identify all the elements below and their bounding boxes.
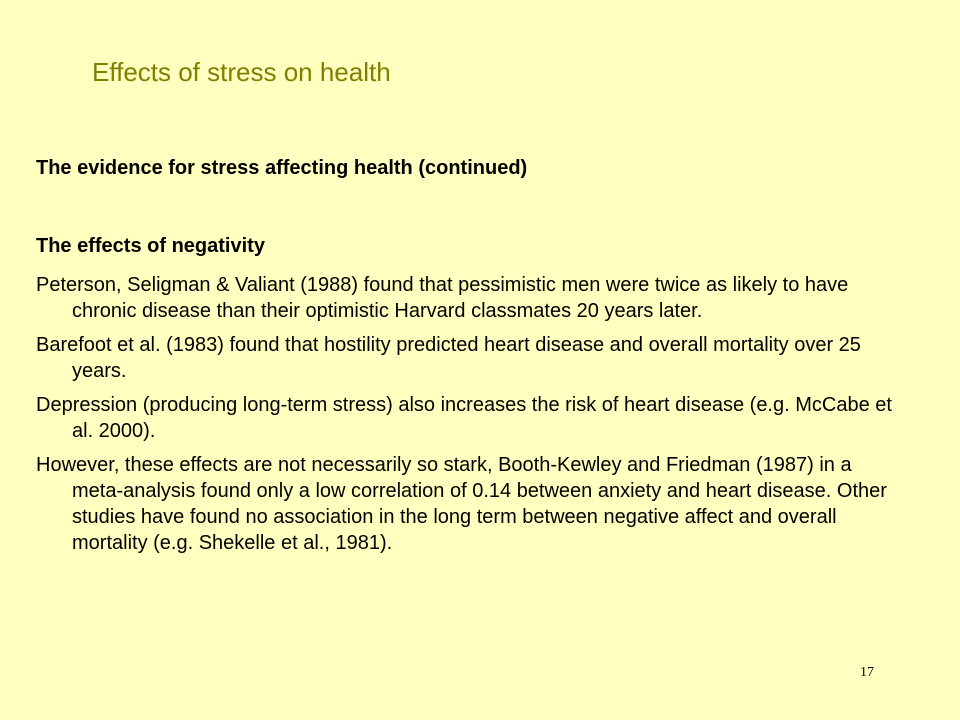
body-paragraphs: [36, 272, 896, 564]
slide-title: Effects of stress on health: [92, 57, 391, 87]
paragraph-barefoot: Barefoot et al. (1983) found that hostility predicted heart disease and overall mortality over 25 years.: [36, 334, 861, 382]
evidence-heading: The evidence for stress affecting health (continued): [36, 157, 528, 179]
paragraph-depression: Depression (producing long-term stress) also increases the risk of heart disease (e.g. McCabe et al. 2000).: [36, 394, 892, 442]
negativity-heading: The effects of negativity: [36, 235, 265, 257]
paragraph-peterson: Peterson, Seligman & Valiant (1988) found that pessimistic men were twice as likely to have chronic disease than their optimistic Harvard classmates 20 years later.: [36, 274, 849, 322]
page-number: 17: [860, 665, 874, 680]
paragraph-however: However, these effects are not necessarily so stark, Booth-Kewley and Friedman (1987) in a meta-analysis found only a low correlation of 0.14 between anxiety and heart disease. Other studies have found no association in the long term between negative affect and overall mortality (e.g. Shekelle et al., 1981).: [36, 454, 887, 554]
